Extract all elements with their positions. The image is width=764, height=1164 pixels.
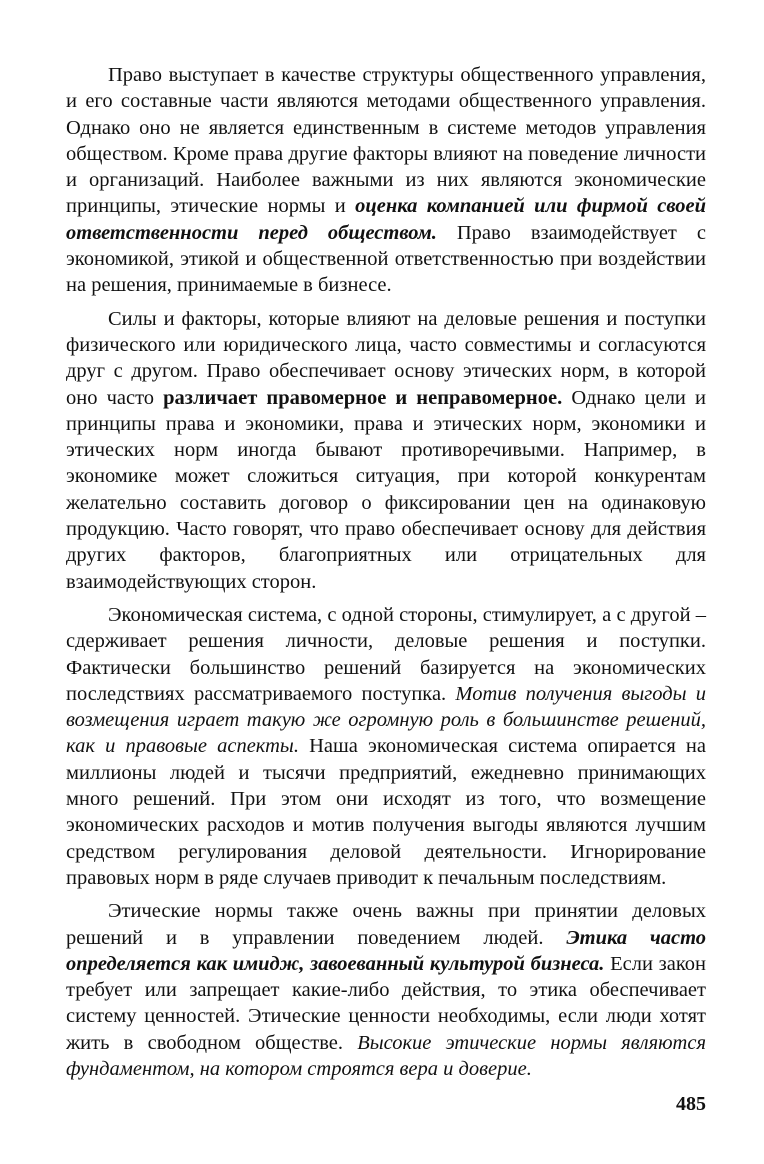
- page-body: [66, 62, 706, 1089]
- paragraph-2: [66, 306, 706, 595]
- paragraph-1-text-2: Право взаимодействует с экономикой, этикой и общественной ответственностью при воздействии на решения, принимаемые в бизнесе.: [66, 221, 706, 297]
- paragraph-3-text-2: Наша экономическая система опирается на миллионы людей и тысячи предприятий, ежедневно принимающих много решений. При этом они исходят из того, что возмещение экономических расходов и мотив получения выгоды являются лучшим средством регулирования деловой деятельности. Игнорирование правовых норм в ряде случаев приводит к печальным последствиям.: [66, 735, 707, 889]
- paragraph-3-emphasis: Мотив получения выгоды и возмещения играет такую же огромную роль в большинстве решений, как и правовые аспекты.: [66, 682, 706, 758]
- paragraph-1: [66, 62, 706, 299]
- paragraph-3-text-1: Экономическая система, с одной стороны, стимулирует, а с другой – сдерживает решения личности, деловые решения и поступки. Фактически большинство решений базируется на экономических последствиях рассматриваемого поступка.: [66, 603, 706, 705]
- paragraph-2-emphasis: различает правомерное и неправомерное.: [163, 386, 563, 409]
- paragraph-1-emphasis: оценка компанией или фирмой своей ответственности перед обществом.: [66, 195, 706, 244]
- paragraph-2-text-2: Однако цели и принципы права и экономики, права и этических норм, экономики и этических норм иногда бывают противоречивыми. Например, в экономике может сложиться ситуация, при которой конкурентам желательно составить договор о фиксировании цен на одинаковую продукцию. Часто говорят, что право обеспечивает основу для действия других факторов, благоприятных или отрицательных для взаимодействующих сторон.: [66, 386, 706, 593]
- page-number: 485: [676, 1093, 706, 1115]
- paragraph-4-text-1: Этические нормы также очень важны при принятии деловых решений и в управлении поведением людей.: [66, 900, 706, 949]
- paragraph-2-text-1: Силы и факторы, которые влияют на деловые решения и поступки физического или юридического лица, часто совместимы и согласуются друг с другом. Право обеспечивает основу этических норм, в которой оно часто: [66, 307, 706, 409]
- paragraph-4: [66, 898, 706, 1082]
- paragraph-1-text-1: Право выступает в качестве структуры общественного управления, и его составные части являются методами общественного управления. Однако оно не является единственным в системе методов управления обществом. Кроме права другие факторы влияют на поведение личности и организаций. Наиболее важными из них являются экономические принципы, этические нормы и: [66, 64, 706, 218]
- paragraph-4-text-2: Если закон требует или запрещает какие-либо действия, то этика обеспечивает систему ценностей. Этические ценности необходимы, если люди хотят жить в свободном обществе.: [66, 952, 706, 1054]
- paragraph-3: [66, 602, 706, 891]
- paragraph-4-emphasis-2: Высокие этические нормы являются фундаментом, на котором строятся вера и доверие.: [66, 1031, 706, 1080]
- paragraph-4-emphasis-1: Этика часто определяется как имидж, завоеванный культурой бизнеса.: [66, 926, 707, 975]
